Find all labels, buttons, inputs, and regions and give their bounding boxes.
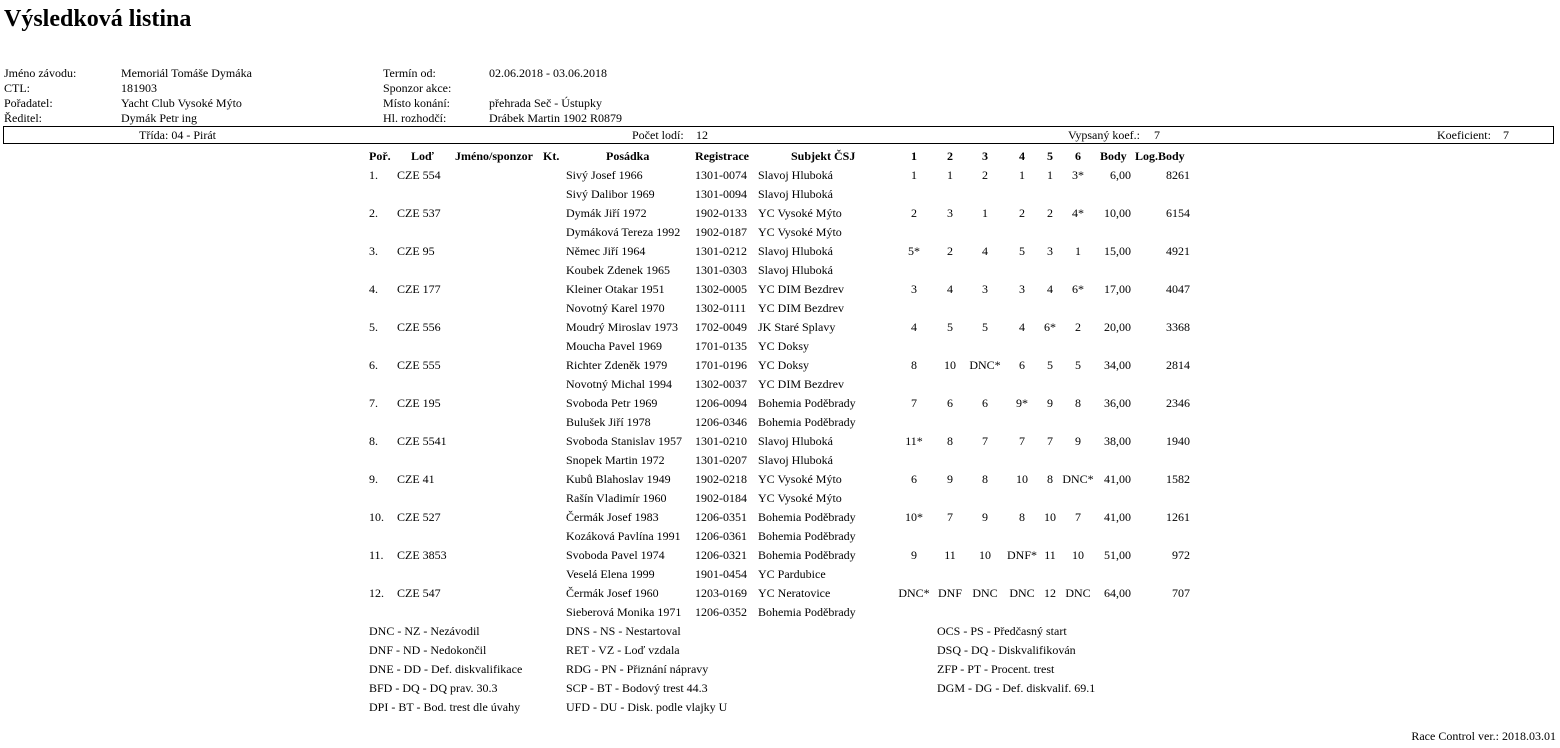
race-result-6: 7 xyxy=(1075,510,1081,524)
race-result-4: 2 xyxy=(1019,206,1025,220)
crew-club: Slavoj Hluboká xyxy=(758,244,833,258)
legend-item: DNS - NS - Nestartoval xyxy=(566,624,681,638)
crew-registration: 1301-0303 xyxy=(695,263,747,277)
race-result-4: DNF* xyxy=(1006,548,1037,562)
crew-name: Koubek Zdenek 1965 xyxy=(566,263,670,277)
page-title: Výsledková listina xyxy=(4,6,192,32)
race-result-1: 1 xyxy=(911,168,917,182)
header-race-5: 5 xyxy=(1047,149,1053,163)
info-label: Ředitel: xyxy=(4,111,42,125)
race-result-1: 2 xyxy=(911,206,917,220)
crew-name: Kleiner Otakar 1951 xyxy=(566,282,665,296)
total-points: 15,00 xyxy=(1104,244,1131,258)
race-result-3: 1 xyxy=(982,206,988,220)
header-race-4: 4 xyxy=(1019,149,1025,163)
info-value: 02.06.2018 - 03.06.2018 xyxy=(489,66,607,80)
race-result-2: 10 xyxy=(944,358,956,372)
crew-registration: 1206-0361 xyxy=(695,529,747,543)
crew-registration: 1206-0094 xyxy=(695,396,747,410)
race-result-3: 8 xyxy=(982,472,988,486)
boat-sail-number: CZE 556 xyxy=(397,320,441,334)
total-points: 10,00 xyxy=(1104,206,1131,220)
legend-item: DNF - ND - Nedokončil xyxy=(369,643,487,657)
race-result-3: 10 xyxy=(979,548,991,562)
info-label: Hl. rozhodčí: xyxy=(383,111,447,125)
boat-sail-number: CZE 554 xyxy=(397,168,441,182)
race-result-6: 1 xyxy=(1075,244,1081,258)
crew-name: Rašín Vladimír 1960 xyxy=(566,491,667,505)
header-race-6: 6 xyxy=(1075,149,1081,163)
race-result-2: DNF xyxy=(937,586,962,600)
crew-name: Sivý Dalibor 1969 xyxy=(566,187,655,201)
header-posadka: Posádka xyxy=(606,149,650,163)
crew-club: YC Vysoké Mýto xyxy=(758,206,842,220)
race-result-5: 11 xyxy=(1044,548,1056,562)
info-label: CTL: xyxy=(4,81,30,95)
log-points: 972 xyxy=(1172,548,1190,562)
race-result-4: 9* xyxy=(1016,396,1028,410)
crew-registration: 1902-0218 xyxy=(695,472,747,486)
race-result-4: 5 xyxy=(1019,244,1025,258)
race-result-3: 2 xyxy=(982,168,988,182)
race-result-4: 3 xyxy=(1019,282,1025,296)
race-result-1: 8 xyxy=(911,358,917,372)
crew-club: YC Neratovice xyxy=(758,586,831,600)
legend-item: DSQ - DQ - Diskvalifikován xyxy=(937,643,1076,657)
race-result-2: 9 xyxy=(947,472,953,486)
legend-item: OCS - PS - Předčasný start xyxy=(937,624,1067,638)
crew-club: YC DIM Bezdrev xyxy=(758,301,844,315)
crew-name: Svoboda Stanislav 1957 xyxy=(566,434,682,448)
total-points: 41,00 xyxy=(1104,472,1131,486)
crew-registration: 1901-0454 xyxy=(695,567,747,581)
crew-club: YC Doksy xyxy=(758,339,810,353)
crew-registration: 1302-0005 xyxy=(695,282,747,296)
header-race-1: 1 xyxy=(911,149,917,163)
race-result-5: 5 xyxy=(1047,358,1053,372)
header-por: Poř. xyxy=(369,149,391,163)
legend-item: DNC - NZ - Nezávodil xyxy=(369,624,480,638)
coefficient-value: 7 xyxy=(1503,128,1509,142)
race-result-5: 3 xyxy=(1047,244,1053,258)
crew-registration: 1702-0049 xyxy=(695,320,747,334)
crew-registration: 1206-0351 xyxy=(695,510,747,524)
race-result-1: 5* xyxy=(908,244,920,258)
race-result-6: 4* xyxy=(1072,206,1084,220)
race-result-6: 5 xyxy=(1075,358,1081,372)
crew-club: Slavoj Hluboká xyxy=(758,168,833,182)
total-points: 41,00 xyxy=(1104,510,1131,524)
crew-registration: 1302-0111 xyxy=(695,301,747,315)
crew-club: YC Vysoké Mýto xyxy=(758,225,842,239)
crew-club: Slavoj Hluboká xyxy=(758,187,833,201)
crew-name: Svoboda Petr 1969 xyxy=(566,396,658,410)
crew-name: Richter Zdeněk 1979 xyxy=(566,358,668,372)
header-subjekt: Subjekt ČSJ xyxy=(791,149,856,163)
boat-sail-number: CZE 555 xyxy=(397,358,441,372)
boat-sail-number: CZE 5541 xyxy=(397,434,447,448)
race-result-2: 4 xyxy=(947,282,953,296)
race-result-6: 10 xyxy=(1072,548,1084,562)
crew-name: Dymáková Tereza 1992 xyxy=(566,225,681,239)
crew-name: Sieberová Monika 1971 xyxy=(566,605,682,619)
crew-club: Bohemia Poděbrady xyxy=(758,605,856,619)
race-result-4: DNC xyxy=(1009,586,1035,600)
log-points: 1261 xyxy=(1166,510,1190,524)
footer-version: Race Control ver.: 2018.03.01 xyxy=(1411,729,1556,743)
rank: 5. xyxy=(369,320,378,334)
crew-name: Moudrý Miroslav 1973 xyxy=(566,320,678,334)
crew-name: Němec Jiří 1964 xyxy=(566,244,646,258)
race-result-2: 2 xyxy=(947,244,953,258)
crew-name: Moucha Pavel 1969 xyxy=(566,339,662,353)
rank: 10. xyxy=(369,510,384,524)
crew-registration: 1302-0037 xyxy=(695,377,747,391)
rank: 2. xyxy=(369,206,378,220)
race-result-1: 3 xyxy=(911,282,917,296)
log-points: 1940 xyxy=(1166,434,1190,448)
race-result-2: 7 xyxy=(947,510,953,524)
race-result-4: 8 xyxy=(1019,510,1025,524)
info-value: Drábek Martin 1902 R0879 xyxy=(489,111,622,125)
crew-name: Dymák Jiří 1972 xyxy=(566,206,647,220)
race-result-5: 8 xyxy=(1047,472,1053,486)
class-label: Třída: 04 - Pirát xyxy=(139,128,216,142)
boat-sail-number: CZE 527 xyxy=(397,510,441,524)
info-label: Pořadatel: xyxy=(4,96,53,110)
header-kt: Kt. xyxy=(543,149,560,163)
total-points: 51,00 xyxy=(1104,548,1131,562)
race-result-5: 4 xyxy=(1047,282,1053,296)
rank: 6. xyxy=(369,358,378,372)
crew-name: Čermák Josef 1983 xyxy=(566,510,659,524)
log-points: 2814 xyxy=(1166,358,1190,372)
race-result-5: 1 xyxy=(1047,168,1053,182)
crew-registration: 1902-0187 xyxy=(695,225,747,239)
crew-name: Kozáková Pavlína 1991 xyxy=(566,529,681,543)
race-result-1: 7 xyxy=(911,396,917,410)
boat-sail-number: CZE 547 xyxy=(397,586,441,600)
crew-name: Novotný Michal 1994 xyxy=(566,377,672,391)
crew-name: Kubů Blahoslav 1949 xyxy=(566,472,671,486)
declared-coef-label: Vypsaný koef.: xyxy=(1068,128,1140,142)
race-result-5: 6* xyxy=(1044,320,1056,334)
race-result-2: 1 xyxy=(947,168,953,182)
total-points: 34,00 xyxy=(1104,358,1131,372)
race-result-2: 3 xyxy=(947,206,953,220)
race-result-4: 7 xyxy=(1019,434,1025,448)
crew-club: Bohemia Poděbrady xyxy=(758,415,856,429)
race-result-3: 3 xyxy=(982,282,988,296)
crew-registration: 1203-0169 xyxy=(695,586,747,600)
crew-club: Bohemia Poděbrady xyxy=(758,548,856,562)
race-result-5: 12 xyxy=(1044,586,1056,600)
crew-registration: 1701-0196 xyxy=(695,358,747,372)
race-result-6: DNC* xyxy=(1062,472,1094,486)
race-result-2: 11 xyxy=(944,548,956,562)
legend-item: RET - VZ - Loď vzdala xyxy=(566,643,680,657)
boat-sail-number: CZE 177 xyxy=(397,282,441,296)
race-result-5: 9 xyxy=(1047,396,1053,410)
class-bar xyxy=(3,126,1554,144)
crew-club: Bohemia Poděbrady xyxy=(758,510,856,524)
header-lod: Loď xyxy=(411,149,434,163)
total-points: 36,00 xyxy=(1104,396,1131,410)
crew-name: Sivý Josef 1966 xyxy=(566,168,643,182)
crew-club: JK Staré Splavy xyxy=(758,320,836,334)
crew-name: Svoboda Pavel 1974 xyxy=(566,548,665,562)
race-result-2: 6 xyxy=(947,396,953,410)
header-log-body: Log.Body xyxy=(1135,149,1185,163)
info-value: Memoriál Tomáše Dymáka xyxy=(121,66,252,80)
crew-club: YC DIM Bezdrev xyxy=(758,377,844,391)
declared-coef-value: 7 xyxy=(1154,128,1160,142)
race-result-3: DNC xyxy=(972,586,998,600)
race-result-5: 7 xyxy=(1047,434,1053,448)
log-points: 4921 xyxy=(1166,244,1190,258)
crew-registration: 1301-0207 xyxy=(695,453,747,467)
boat-sail-number: CZE 95 xyxy=(397,244,435,258)
header-race-2: 2 xyxy=(947,149,953,163)
legend-item: SCP - BT - Bodový trest 44.3 xyxy=(566,681,708,695)
race-result-4: 6 xyxy=(1019,358,1025,372)
coefficient-label: Koeficient: xyxy=(1437,128,1491,142)
crew-registration: 1301-0074 xyxy=(695,168,747,182)
crew-club: YC Vysoké Mýto xyxy=(758,472,842,486)
crew-registration: 1902-0133 xyxy=(695,206,747,220)
crew-club: Bohemia Poděbrady xyxy=(758,396,856,410)
crew-club: Slavoj Hluboká xyxy=(758,263,833,277)
legend-item: RDG - PN - Přiznání nápravy xyxy=(566,662,709,676)
log-points: 2346 xyxy=(1166,396,1190,410)
crew-registration: 1301-0212 xyxy=(695,244,747,258)
race-result-4: 1 xyxy=(1019,168,1025,182)
race-result-6: 6* xyxy=(1072,282,1084,296)
legend-item: BFD - DQ - DQ prav. 30.3 xyxy=(369,681,498,695)
info-label: Místo konání: xyxy=(383,96,451,110)
total-points: 64,00 xyxy=(1104,586,1131,600)
log-points: 1582 xyxy=(1166,472,1190,486)
log-points: 4047 xyxy=(1166,282,1190,296)
rank: 1. xyxy=(369,168,378,182)
info-value: Dymák Petr ing xyxy=(121,111,197,125)
total-points: 38,00 xyxy=(1104,434,1131,448)
rank: 12. xyxy=(369,586,384,600)
race-result-2: 8 xyxy=(947,434,953,448)
rank: 7. xyxy=(369,396,378,410)
header-body: Body xyxy=(1100,149,1127,163)
log-points: 6154 xyxy=(1166,206,1190,220)
legend-item: DPI - BT - Bod. trest dle úvahy xyxy=(369,700,521,714)
crew-name: Snopek Martin 1972 xyxy=(566,453,665,467)
crew-club: Slavoj Hluboká xyxy=(758,453,833,467)
crew-registration: 1301-0210 xyxy=(695,434,747,448)
crew-registration: 1206-0346 xyxy=(695,415,747,429)
race-result-5: 2 xyxy=(1047,206,1053,220)
race-result-5: 10 xyxy=(1044,510,1056,524)
crew-club: YC DIM Bezdrev xyxy=(758,282,844,296)
race-result-6: 9 xyxy=(1075,434,1081,448)
boat-sail-number: CZE 41 xyxy=(397,472,435,486)
race-result-3: DNC* xyxy=(969,358,1001,372)
info-label: Termín od: xyxy=(383,66,436,80)
race-result-6: 2 xyxy=(1075,320,1081,334)
race-result-6: 3* xyxy=(1072,168,1084,182)
crew-registration: 1701-0135 xyxy=(695,339,747,353)
rank: 8. xyxy=(369,434,378,448)
info-value: přehrada Seč - Ústupky xyxy=(489,96,602,110)
header-registrace: Registrace xyxy=(695,149,749,163)
race-result-6: DNC xyxy=(1065,586,1091,600)
rank: 11. xyxy=(369,548,384,562)
race-result-3: 9 xyxy=(982,510,988,524)
crew-club: Bohemia Poděbrady xyxy=(758,529,856,543)
race-result-1: 10* xyxy=(905,510,923,524)
crew-registration: 1206-0321 xyxy=(695,548,747,562)
info-value: 181903 xyxy=(121,81,157,95)
race-result-4: 4 xyxy=(1019,320,1025,334)
crew-name: Bulušek Jiří 1978 xyxy=(566,415,651,429)
boat-sail-number: CZE 195 xyxy=(397,396,441,410)
race-result-2: 5 xyxy=(947,320,953,334)
legend-item: DGM - DG - Def. diskvalif. 69.1 xyxy=(937,681,1096,695)
race-result-1: 11* xyxy=(905,434,923,448)
crew-name: Čermák Josef 1960 xyxy=(566,586,659,600)
race-result-1: 4 xyxy=(911,320,917,334)
boat-sail-number: CZE 3853 xyxy=(397,548,447,562)
race-result-3: 7 xyxy=(982,434,988,448)
crew-name: Novotný Karel 1970 xyxy=(566,301,665,315)
race-result-3: 6 xyxy=(982,396,988,410)
info-value: Yacht Club Vysoké Mýto xyxy=(121,96,242,110)
legend-item: UFD - DU - Disk. podle vlajky U xyxy=(566,700,728,714)
race-result-6: 8 xyxy=(1075,396,1081,410)
crew-registration: 1902-0184 xyxy=(695,491,747,505)
total-points: 17,00 xyxy=(1104,282,1131,296)
race-result-1: DNC* xyxy=(898,586,930,600)
rank: 4. xyxy=(369,282,378,296)
crew-registration: 1206-0352 xyxy=(695,605,747,619)
info-label: Jméno závodu: xyxy=(4,66,77,80)
log-points: 3368 xyxy=(1166,320,1190,334)
legend-item: DNE - DD - Def. diskvalifikace xyxy=(369,662,523,676)
crew-name: Veselá Elena 1999 xyxy=(566,567,655,581)
race-result-4: 10 xyxy=(1016,472,1028,486)
boat-sail-number: CZE 537 xyxy=(397,206,441,220)
log-points: 707 xyxy=(1172,586,1190,600)
race-result-1: 6 xyxy=(911,472,917,486)
race-result-3: 4 xyxy=(982,244,988,258)
crew-club: YC Pardubice xyxy=(758,567,826,581)
crew-club: YC Doksy xyxy=(758,358,810,372)
legend-item: ZFP - PT - Procent. trest xyxy=(937,662,1055,676)
total-points: 6,00 xyxy=(1110,168,1131,182)
log-points: 8261 xyxy=(1166,168,1190,182)
header-jmeno: Jméno/sponzor xyxy=(455,149,533,163)
crew-club: Slavoj Hluboká xyxy=(758,434,833,448)
race-result-1: 9 xyxy=(911,548,917,562)
crew-club: YC Vysoké Mýto xyxy=(758,491,842,505)
crew-registration: 1301-0094 xyxy=(695,187,747,201)
header-race-3: 3 xyxy=(982,149,988,163)
race-result-3: 5 xyxy=(982,320,988,334)
boat-count-label: Počet lodí: xyxy=(632,128,684,142)
total-points: 20,00 xyxy=(1104,320,1131,334)
rank: 9. xyxy=(369,472,378,486)
boat-count-value: 12 xyxy=(696,128,708,142)
info-label: Sponzor akce: xyxy=(383,81,452,95)
rank: 3. xyxy=(369,244,378,258)
